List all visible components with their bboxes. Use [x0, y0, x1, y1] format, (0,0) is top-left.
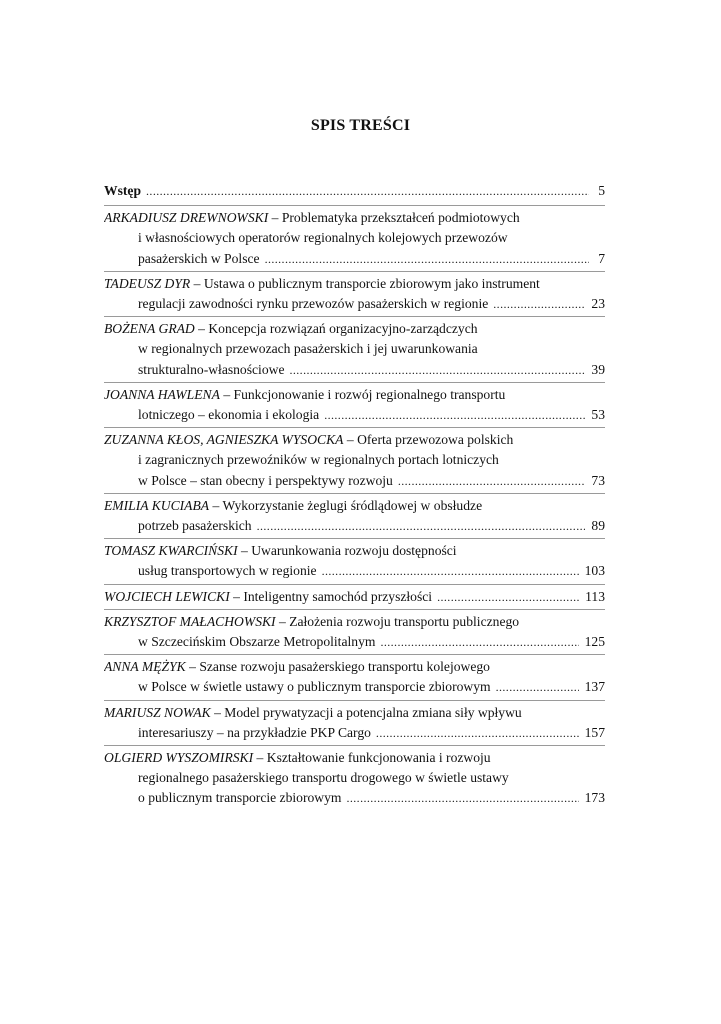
entry-title-text — [138, 249, 260, 269]
entry-title: interesariuszy – na przykładzie PKP Cargo — [138, 724, 371, 740]
entry-title-continuation — [104, 632, 605, 652]
entry-title-line — [104, 703, 605, 723]
toc-entry[interactable] — [104, 541, 605, 584]
entry-title: – Wykorzystanie żeglugi śródlądowej w obsłudze — [209, 497, 483, 513]
entry-title-text — [138, 561, 317, 581]
entry-title-continuation — [104, 677, 605, 697]
page-number: 125 — [584, 634, 605, 650]
entry-title: strukturalno-własnościowe — [138, 361, 285, 377]
entry-title-text — [138, 341, 478, 356]
entry-title-line — [104, 541, 605, 561]
entry-title-continuation — [104, 788, 605, 808]
entry-title-continuation — [104, 561, 605, 581]
page-number: 73 — [591, 472, 605, 488]
entry-author: ZUZANNA KŁOS, AGNIESZKA WYSOCKA — [104, 432, 344, 448]
entry-title: – Model prywatyzacji a potencjalna zmiana siły wpływu — [210, 704, 522, 720]
entry-author: WOJCIECH LEWICKI — [104, 588, 230, 604]
page-number: 39 — [591, 361, 605, 377]
entry-title-continuation — [104, 249, 605, 269]
entry-title-continuation — [104, 339, 605, 359]
entry-author: BOŻENA GRAD — [104, 321, 195, 337]
entry-title: – Funkcjonowanie i rozwój regionalnego transportu — [219, 386, 506, 402]
dot-leader — [289, 360, 585, 380]
entry-title: lotniczego – ekonomia i ekologia — [138, 407, 320, 423]
entry-title-continuation — [104, 471, 605, 491]
entry-title-text — [138, 452, 499, 467]
page-number: 113 — [585, 588, 605, 604]
dot-leader — [346, 788, 578, 808]
entry-title-line — [104, 612, 605, 632]
entry-title: – Szanse rozwoju pasażerskiego transportu kolejowego — [185, 659, 490, 675]
entry-title-continuation — [104, 405, 605, 425]
dot-leader — [322, 561, 579, 581]
toc-entry[interactable] — [104, 703, 605, 746]
dot-leader — [257, 516, 586, 536]
entry-title: – Ustawa o publicznym transporcie zbiorowym jako instrument — [190, 275, 540, 291]
entry-title-text — [138, 770, 509, 785]
page-number: 5 — [598, 183, 605, 198]
toc-entry[interactable] — [104, 385, 605, 428]
entry-title-line — [104, 430, 605, 450]
entry-title-text — [138, 632, 375, 652]
entry-title: i własnościowych operatorów regionalnych kolejowych przewozów — [138, 230, 508, 246]
entry-title: – Problematyka przekształceń podmiotowych — [268, 210, 520, 226]
entry-title: pasażerskich w Polsce — [138, 250, 260, 266]
entry-title-text — [138, 471, 393, 491]
entry-title-line — [104, 319, 605, 339]
entry-title: w Polsce w świetle ustawy o publicznym transporcie zbiorowym — [138, 679, 491, 695]
entry-title-text — [104, 321, 478, 336]
entry-title-text — [104, 614, 519, 629]
dot-leader — [265, 249, 589, 269]
dot-leader — [324, 405, 585, 425]
table-of-contents — [104, 181, 605, 813]
page-number: 173 — [584, 790, 605, 806]
page-title: SPIS TREŚCI — [310, 117, 411, 134]
dot-leader — [496, 677, 579, 697]
entry-title-text — [138, 294, 488, 314]
toc-entry[interactable] — [104, 430, 605, 494]
entry-title-text — [104, 498, 482, 513]
dot-leader — [493, 294, 585, 314]
entry-title-line — [104, 587, 605, 607]
entry-title: usług transportowych w regionie — [138, 563, 317, 579]
entry-title-text — [104, 705, 522, 720]
entry-title-continuation — [104, 360, 605, 380]
toc-entry[interactable] — [104, 587, 605, 610]
entry-title: regulacji zawodności rynku przewozów pasażerskich w regionie — [138, 296, 489, 312]
entry-title: w regionalnych przewozach pasażerskich i jej uwarunkowania — [138, 341, 478, 357]
entry-title-line — [104, 385, 605, 405]
entry-title-text — [104, 432, 513, 447]
toc-entry[interactable] — [104, 657, 605, 700]
entry-author: KRZYSZTOF MAŁACHOWSKI — [104, 613, 276, 629]
entry-title-text — [104, 276, 540, 291]
entry-author: ARKADIUSZ DREWNOWSKI — [104, 210, 269, 226]
toc-entry-intro[interactable] — [104, 181, 605, 206]
page-number: 157 — [584, 724, 605, 740]
entry-author: EMILIA KUCIABA — [104, 497, 210, 513]
entry-title-continuation — [104, 516, 605, 536]
entry-author: TADEUSZ DYR — [104, 275, 191, 291]
entry-title: w Szczecińskim Obszarze Metropolitalnym — [138, 634, 376, 650]
entry-title: – Założenia rozwoju transportu publicznego — [275, 613, 520, 629]
toc-entry[interactable] — [104, 274, 605, 317]
entry-author: MARIUSZ NOWAK — [104, 704, 211, 720]
entry-title-line — [104, 657, 605, 677]
page-number: 89 — [591, 518, 605, 534]
entry-title-text — [138, 516, 252, 536]
entry-title-text — [104, 210, 520, 225]
entry-title-line — [104, 496, 605, 516]
dot-leader — [398, 471, 586, 491]
entry-title-text — [138, 677, 491, 697]
entry-author: JOANNA HAWLENA — [104, 386, 220, 402]
entry-title: – Uwarunkowania rozwoju dostępności — [237, 543, 457, 559]
entry-title-line — [104, 274, 605, 294]
entry-title-continuation — [104, 228, 605, 248]
entry-title-text — [138, 230, 508, 245]
toc-entry[interactable] — [104, 496, 605, 539]
entry-author: TOMASZ KWARCIŃSKI — [104, 543, 238, 559]
entry-title: regionalnego pasażerskiego transportu drogowego w świetle ustawy — [138, 770, 509, 786]
entry-title-text — [104, 750, 491, 765]
page-number: 23 — [591, 296, 605, 312]
entry-title: potrzeb pasażerskich — [138, 518, 252, 534]
entry-title: – Kształtowanie funkcjonowania i rozwoju — [253, 750, 491, 766]
entry-title-text — [104, 387, 505, 402]
entry-title: i zagranicznych przewoźników w regionalnych portach lotniczych — [138, 452, 499, 468]
entry-title-text — [104, 659, 490, 674]
entry-title: – Koncepcja rozwiązań organizacyjno-zarządczych — [194, 321, 478, 337]
page-number: 7 — [598, 250, 605, 266]
entry-author: OLGIERD WYSZOMIRSKI — [104, 750, 254, 766]
entry-title-text — [104, 587, 432, 607]
dot-leader — [146, 181, 589, 201]
dot-leader — [376, 723, 579, 743]
entry-title: o publicznym transporcie zbiorowym — [138, 790, 342, 806]
entry-title-line — [104, 208, 605, 228]
entry-title: w Polsce – stan obecny i perspektywy rozwoju — [138, 472, 393, 488]
dot-leader — [380, 632, 578, 652]
page-number: 103 — [584, 563, 605, 579]
entry-title-text — [138, 788, 341, 808]
entry-title-text — [138, 405, 319, 425]
entry-title: – Inteligentny samochód przyszłości — [229, 588, 433, 604]
dot-leader — [437, 587, 579, 607]
entry-title-continuation — [104, 294, 605, 314]
entry-title-continuation — [104, 723, 605, 743]
toc-entry[interactable] — [104, 612, 605, 655]
toc-entry[interactable] — [104, 319, 605, 383]
entry-title-text — [104, 543, 457, 558]
intro-label: Wstęp — [104, 183, 142, 198]
entry-title-continuation — [104, 768, 605, 788]
toc-entry[interactable] — [104, 208, 605, 272]
toc-entry[interactable] — [104, 748, 605, 811]
entry-title: – Oferta przewozowa polskich — [343, 432, 514, 448]
entry-title-continuation — [104, 450, 605, 470]
entry-title-line — [104, 748, 605, 768]
entry-title-text — [138, 360, 284, 380]
entry-title-text — [138, 723, 371, 743]
page-number: 137 — [584, 679, 605, 695]
entry-author: ANNA MĘŻYK — [104, 659, 186, 675]
page-number: 53 — [591, 407, 605, 423]
